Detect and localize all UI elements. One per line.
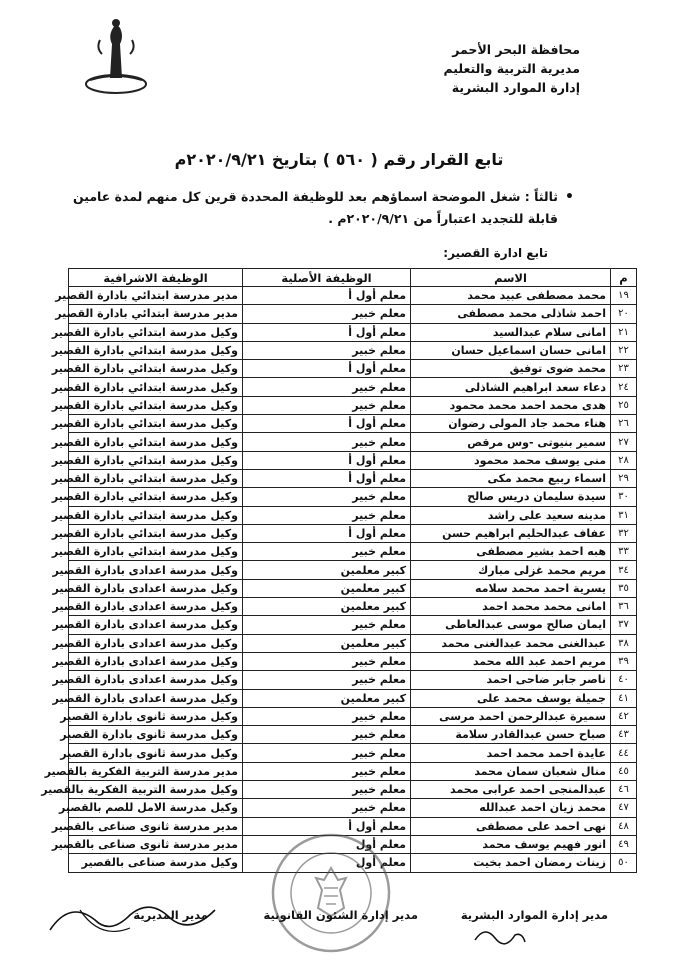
header-supervisory-job: الوظيفة الاشرافية: [69, 269, 243, 287]
table-row: [69, 616, 637, 634]
row-name: احمد شاذلى محمد مصطفى: [411, 305, 611, 323]
table-row: [69, 634, 637, 652]
row-name: مريم محمد غزلى مبارك: [411, 561, 611, 579]
row-number: ٤٦: [611, 781, 637, 799]
row-original-job: معلم خبير: [243, 506, 411, 524]
row-number: ٢٧: [611, 433, 637, 451]
row-original-job: كبير معلمين: [243, 579, 411, 597]
row-supervisory-job: وكيل مدرسة اعدادى بادارة القصير: [69, 671, 243, 689]
row-name: سميرة عبدالرحمن احمد مرسى: [411, 707, 611, 725]
row-number: ٤١: [611, 689, 637, 707]
row-name: منال شعبان سمان محمد: [411, 762, 611, 780]
row-original-job: كبير معلمين: [243, 561, 411, 579]
header-original-job: الوظيفة الأصلية: [243, 269, 411, 287]
row-name: هبه احمد بشير مصطفى: [411, 543, 611, 561]
row-number: ٤٠: [611, 671, 637, 689]
row-name: عفاف عبدالحليم ابراهيم حسن: [411, 524, 611, 542]
row-name: دعاء سعد ابراهيم الشاذلى: [411, 378, 611, 396]
row-supervisory-job: وكيل مدرسة الامل للصم بالقصير: [69, 799, 243, 817]
row-supervisory-job: وكيل مدرسة ابتدائي بادارة القصير: [69, 469, 243, 487]
row-number: ٤٥: [611, 762, 637, 780]
row-number: ٣٧: [611, 616, 637, 634]
row-original-job: معلم أول أ: [243, 323, 411, 341]
row-original-job: معلم خبير: [243, 305, 411, 323]
row-original-job: معلم خبير: [243, 671, 411, 689]
row-supervisory-job: وكيل مدرسة ثانوى بادارة القصير: [69, 726, 243, 744]
table-row: [69, 762, 637, 780]
row-supervisory-job: وكيل مدرسة صناعى بالقصير: [69, 854, 243, 872]
row-supervisory-job: وكيل مدرسة ابتدائي بادارة القصير: [69, 543, 243, 561]
row-number: ٤٧: [611, 799, 637, 817]
table-row: [69, 781, 637, 799]
row-supervisory-job: وكيل مدرسة اعدادى بادارة القصير: [69, 616, 243, 634]
row-original-job: معلم خبير: [243, 396, 411, 414]
governorate-emblem-icon: [80, 14, 152, 96]
row-number: ٣٦: [611, 598, 637, 616]
row-number: ٤٨: [611, 817, 637, 835]
decision-title: تابع القرار رقم ( ٥٦٠ ) بتاريخ ٢٠٢٠/٩/٢١م: [174, 150, 504, 169]
table-row: [69, 799, 637, 817]
row-original-job: معلم أول أ: [243, 415, 411, 433]
row-name: اسماء ربيع محمد مكى: [411, 469, 611, 487]
table-row: [69, 689, 637, 707]
row-number: ٣٠: [611, 488, 637, 506]
signature-directorate-head: مدير المديرية: [133, 908, 208, 922]
row-supervisory-job: مدير مدرسة ابتدائي بادارة القصير: [69, 305, 243, 323]
row-original-job: معلم خبير: [243, 341, 411, 359]
table-row: [69, 707, 637, 725]
row-number: ٢٢: [611, 341, 637, 359]
row-supervisory-job: وكيل مدرسة ابتدائي بادارة القصير: [69, 524, 243, 542]
row-number: ٣٩: [611, 652, 637, 670]
row-number: ٣١: [611, 506, 637, 524]
row-original-job: معلم خبير: [243, 726, 411, 744]
table-row: [69, 726, 637, 744]
row-number: ٣٣: [611, 543, 637, 561]
hr-signature-scribble-icon: [470, 920, 530, 950]
row-number: ٣٨: [611, 634, 637, 652]
row-name: محمد ضوى توفيق: [411, 360, 611, 378]
row-supervisory-job: وكيل مدرسة اعدادى بادارة القصير: [69, 598, 243, 616]
row-supervisory-job: وكيل مدرسة ابتدائي بادارة القصير: [69, 323, 243, 341]
row-number: ٢٥: [611, 396, 637, 414]
row-name: عبدالمنجى احمد عرابى محمد: [411, 781, 611, 799]
org-line-directorate: مديرية التربية والتعليم: [443, 61, 580, 76]
row-original-job: معلم أول أ: [243, 360, 411, 378]
row-number: ٤٢: [611, 707, 637, 725]
row-original-job: معلم خبير: [243, 433, 411, 451]
row-name: منى يوسف محمد محمود: [411, 451, 611, 469]
row-supervisory-job: وكيل مدرسة اعدادى بادارة القصير: [69, 689, 243, 707]
row-name: محمد زيان احمد عبدالله: [411, 799, 611, 817]
row-original-job: معلم خبير: [243, 744, 411, 762]
row-name: امانى سلام عبدالسيد: [411, 323, 611, 341]
table-row: [69, 506, 637, 524]
bullet-icon: •: [565, 189, 574, 205]
row-name: يسرية احمد محمد سلامه: [411, 579, 611, 597]
row-supervisory-job: وكيل مدرسة ابتدائي بادارة القصير: [69, 506, 243, 524]
row-name: ايمان صالح موسى عبدالعاطى: [411, 616, 611, 634]
row-supervisory-job: وكيل مدرسة اعدادى بادارة القصير: [69, 652, 243, 670]
row-name: ناصر جابر ضاحى احمد: [411, 671, 611, 689]
row-original-job: معلم أول أ: [243, 524, 411, 542]
table-body: [41, 287, 637, 873]
table-row: [69, 579, 637, 597]
row-original-job: كبير معلمين: [243, 689, 411, 707]
row-name: سيدة سليمان دريس صالح: [411, 488, 611, 506]
row-original-job: معلم أول أ: [243, 817, 411, 835]
row-original-job: معلم خبير: [243, 707, 411, 725]
table-row: [69, 671, 637, 689]
table-row: [69, 360, 637, 378]
row-name: صباح حسن عبدالقادر سلامة: [411, 726, 611, 744]
table-row: [69, 323, 637, 341]
row-number: ٥٠: [611, 854, 637, 872]
row-name: زينات رمضان احمد بخيت: [411, 854, 611, 872]
row-supervisory-job: وكيل مدرسة ابتدائي بادارة القصير: [69, 451, 243, 469]
table-row: [69, 598, 637, 616]
table-row: [69, 451, 637, 469]
row-supervisory-job: مدير مدرسة ابتدائي بادارة القصير: [69, 287, 243, 305]
row-original-job: معلم خبير: [243, 616, 411, 634]
table-row: [69, 378, 637, 396]
table-row: [69, 469, 637, 487]
row-number: ٣٤: [611, 561, 637, 579]
row-supervisory-job: وكيل مدرسة ابتدائي بادارة القصير: [69, 378, 243, 396]
header-name: الاسم: [411, 269, 611, 287]
row-name: هدى محمد احمد محمد محمود: [411, 396, 611, 414]
row-name: مريم احمد عبد الله محمد: [411, 652, 611, 670]
row-supervisory-job: وكيل مدرسة ابتدائي بادارة القصير: [69, 433, 243, 451]
row-name: مدينه سعيد على راشد: [411, 506, 611, 524]
table-row: [69, 488, 637, 506]
row-supervisory-job: وكيل مدرسة اعدادى بادارة القصير: [69, 561, 243, 579]
signature-hr-director: مدير إدارة الموارد البشرية: [460, 908, 608, 922]
table-row: [69, 415, 637, 433]
intro-line-1: ثالثاً : شغل الموضحة اسماؤهم بعد للوظيفة المحددة قرين كل منهم لمدة عامين: [72, 189, 558, 204]
row-name: نهى احمد على مصطفى: [411, 817, 611, 835]
row-original-job: معلم خبير: [243, 762, 411, 780]
table-row: [69, 305, 637, 323]
row-name: هناء محمد جاد المولى رضوان: [411, 415, 611, 433]
appointments-table: [41, 268, 637, 873]
row-number: ٢٩: [611, 469, 637, 487]
row-supervisory-job: وكيل مدرسة ابتدائي بادارة القصير: [69, 341, 243, 359]
row-original-job: معلم أول أ: [243, 287, 411, 305]
org-line-hr: إدارة الموارد البشرية: [451, 80, 580, 95]
row-number: ٢٨: [611, 451, 637, 469]
row-supervisory-job: وكيل مدرسة ثانوى بادارة القصير: [69, 707, 243, 725]
table-row: [69, 543, 637, 561]
row-name: عبدالغنى محمد عبدالغنى محمد: [411, 634, 611, 652]
row-original-job: معلم أول أ: [243, 451, 411, 469]
row-original-job: كبير معلمين: [243, 598, 411, 616]
section-title: تابع ادارة القصير:: [443, 246, 548, 260]
table-row: [69, 652, 637, 670]
table-row: [69, 524, 637, 542]
row-supervisory-job: وكيل مدرسة التربية الفكرية بالقصير: [69, 781, 243, 799]
table-row: [69, 433, 637, 451]
row-original-job: كبير معلمين: [243, 634, 411, 652]
row-number: ٤٣: [611, 726, 637, 744]
row-name: سمير بنيوتى -وس مرقص: [411, 433, 611, 451]
row-number: ١٩: [611, 287, 637, 305]
row-name: محمد مصطفى عبيد محمد: [411, 287, 611, 305]
row-original-job: معلم خبير: [243, 781, 411, 799]
table-row: [69, 287, 637, 305]
row-supervisory-job: وكيل مدرسة اعدادى بادارة القصير: [69, 579, 243, 597]
table-row: [69, 744, 637, 762]
row-number: ٣٥: [611, 579, 637, 597]
row-supervisory-job: مدير مدرسة ثانوى صناعى بالقصير: [69, 817, 243, 835]
row-original-job: معلم خبير: [243, 799, 411, 817]
row-number: ٤٤: [611, 744, 637, 762]
row-supervisory-job: وكيل مدرسة ابتدائي بادارة القصير: [69, 415, 243, 433]
row-number: ٣٢: [611, 524, 637, 542]
row-number: ٤٩: [611, 835, 637, 853]
row-number: ٢٠: [611, 305, 637, 323]
row-original-job: معلم خبير: [243, 652, 411, 670]
org-line-governorate: محافظة البحر الأحمر: [452, 42, 580, 57]
intro-paragraph: [60, 186, 574, 230]
row-name: امانى محمد محمد احمد: [411, 598, 611, 616]
row-name: انور فهيم يوسف محمد: [411, 835, 611, 853]
table-header-row: [69, 269, 637, 287]
row-number: ٢٦: [611, 415, 637, 433]
row-number: ٢٤: [611, 378, 637, 396]
organization-header: [443, 40, 580, 97]
row-original-job: معلم خبير: [243, 378, 411, 396]
row-supervisory-job: وكيل مدرسة ابتدائي بادارة القصير: [69, 360, 243, 378]
header-number: م: [611, 269, 637, 287]
row-number: ٢١: [611, 323, 637, 341]
row-original-job: معلم أول: [243, 854, 411, 872]
row-original-job: معلم أول أ: [243, 469, 411, 487]
row-number: ٢٣: [611, 360, 637, 378]
row-supervisory-job: وكيل مدرسة ثانوى بادارة القصير: [69, 744, 243, 762]
intro-line-2: قابلة للتجديد اعتباراً من ٢٠٢٠/٩/٢١م .: [328, 211, 558, 226]
row-name: جميلة يوسف محمد على: [411, 689, 611, 707]
table-row: [69, 561, 637, 579]
row-supervisory-job: مدير مدرسة التربية الفكرية بالقصير: [69, 762, 243, 780]
table-row: [69, 396, 637, 414]
row-supervisory-job: مدير مدرسة ثانوى صناعى بالقصير: [69, 835, 243, 853]
row-name: عايدة احمد محمد احمد: [411, 744, 611, 762]
row-supervisory-job: وكيل مدرسة ابتدائي بادارة القصير: [69, 396, 243, 414]
official-stamp-icon: [266, 828, 396, 958]
row-supervisory-job: وكيل مدرسة ابتدائي بادارة القصير: [69, 488, 243, 506]
row-original-job: معلم خبير: [243, 543, 411, 561]
row-supervisory-job: وكيل مدرسة اعدادى بادارة القصير: [69, 634, 243, 652]
row-original-job: معلم خبير: [243, 488, 411, 506]
row-name: امانى حسان اسماعيل حسان: [411, 341, 611, 359]
signature-legal-director: مدير إدارة الشئون القانونية: [263, 908, 418, 922]
table-row: [69, 341, 637, 359]
row-original-job: معلم أول: [243, 835, 411, 853]
